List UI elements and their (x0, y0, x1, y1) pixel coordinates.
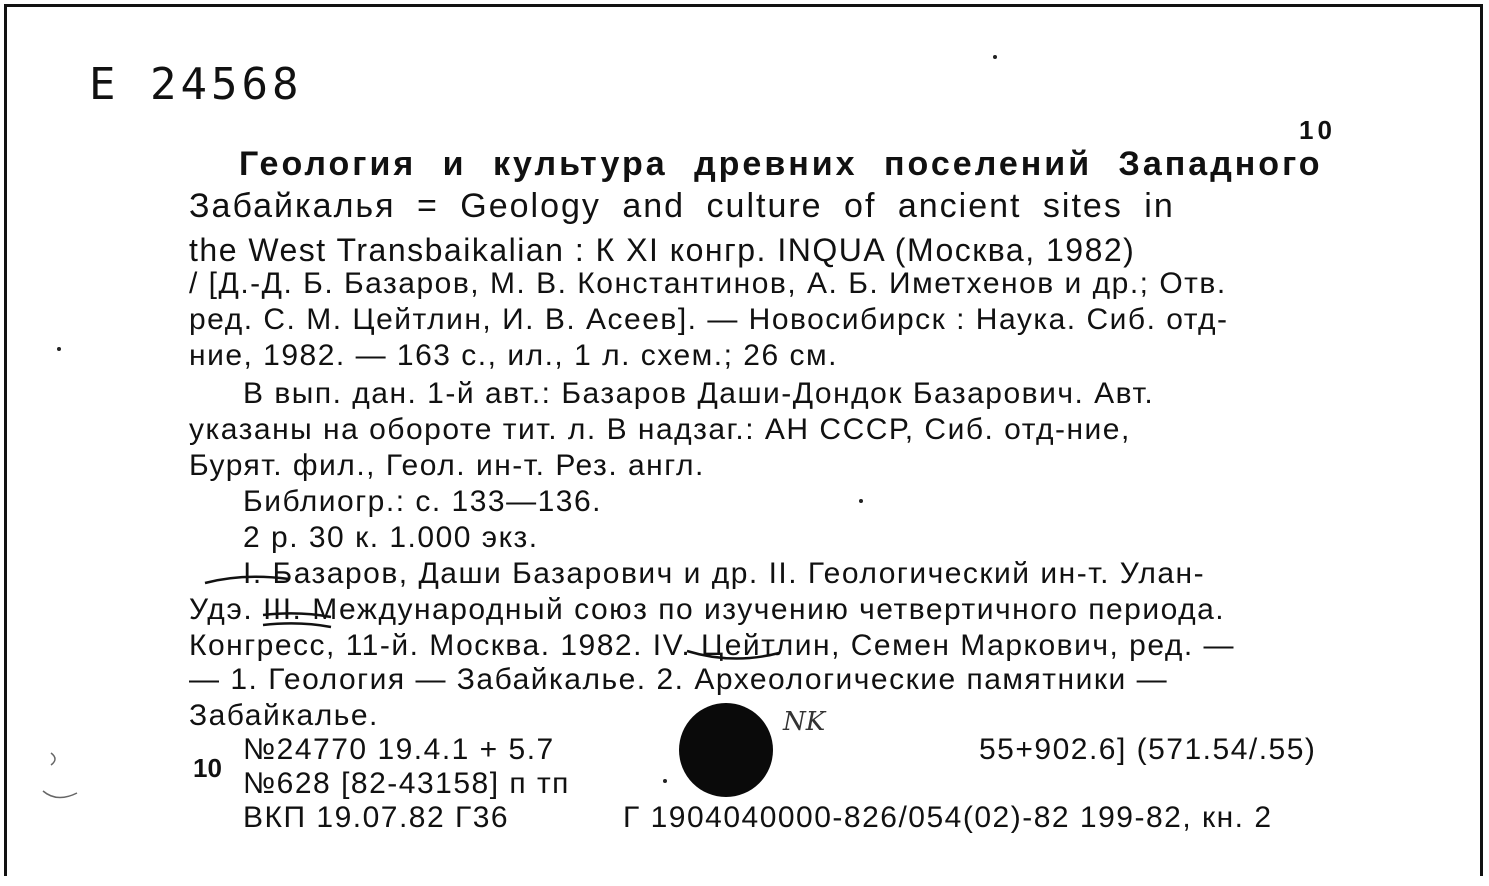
stray-dot (57, 347, 61, 351)
bibliography-line: Библиогр.: с. 133—136. (243, 485, 602, 518)
corner-mark: 10 (1299, 115, 1336, 145)
tracing-line-2: Удэ. III. Международный союз по изучению четвертичного периода. (189, 593, 1226, 626)
tracing-line-5: Забайкалье. (189, 699, 379, 732)
price-line: 2 р. 30 к. 1.000 экз. (243, 521, 539, 554)
card-serial-number: Е 24568 (89, 59, 303, 110)
margin-mark: 10 (193, 753, 222, 783)
footer-row2-left: №628 [82-43158] п тп (243, 767, 570, 800)
catalog-card (4, 4, 1483, 876)
punch-hole-icon (679, 703, 773, 797)
pencil-doodle-icon (37, 747, 87, 807)
footer-row3-right: Г 1904040000-826/054(02)-82 199-82, кн. 2 (623, 801, 1273, 834)
title-line-2-text: Забайкалья = Geology and culture of ancient sites in (189, 187, 1175, 225)
stray-dot (663, 779, 667, 783)
body-line-3: the West Transbaikalian : К XI конгр. INQUA (Москва, 1982) (189, 232, 1136, 268)
body-line-5: ред. С. М. Цейтлин, И. В. Асеев]. — Новосибирск : Наука. Сиб. отд- (189, 303, 1229, 336)
tracing-line-4: — 1. Геология — Забайкалье. 2. Археологические памятники — (189, 663, 1169, 696)
hand-underline-2 (259, 611, 335, 641)
body-line-6: ние, 1982. — 163 с., ил., 1 л. схем.; 26 см. (189, 339, 838, 372)
hand-underline-1 (203, 569, 293, 589)
stray-dot (859, 499, 863, 503)
tracing-line-3: Конгресс, 11-й. Москва. 1982. IV. Цейтлин, Семен Маркович, ред. — (189, 629, 1236, 662)
title-line-1: Геология и культура древних поселений Западного (239, 145, 1323, 183)
note-line-1: В вып. дан. 1-й авт.: Базаров Даши-Дондок Базарович. Авт. (243, 377, 1155, 410)
footer-row1-right: 55+902.6] (571.54/.55) (979, 733, 1317, 766)
note-line-2: указаны на обороте тит. л. В надзаг.: АН СССР, Сиб. отд-ние, (189, 413, 1131, 446)
footer-row3-left: ВКП 19.07.82 Г36 (243, 801, 510, 834)
note-line-3: Бурят. фил., Геол. ин-т. Рез. англ. (189, 449, 705, 482)
body-line-4: / [Д.-Д. Б. Базаров, М. В. Константинов, А. Б. Иметхенов и др.; Отв. (189, 267, 1227, 300)
title-line-2 (189, 189, 1175, 223)
footer-row1-left: №24770 19.4.1 + 5.7 (243, 733, 555, 766)
stray-dot (993, 55, 997, 59)
handwritten-initials: NK (783, 707, 826, 737)
hand-underline-3 (683, 647, 783, 671)
tracing-line-1: I. Базаров, Даши Базарович и др. II. Геологический ин-т. Улан- (243, 557, 1206, 590)
